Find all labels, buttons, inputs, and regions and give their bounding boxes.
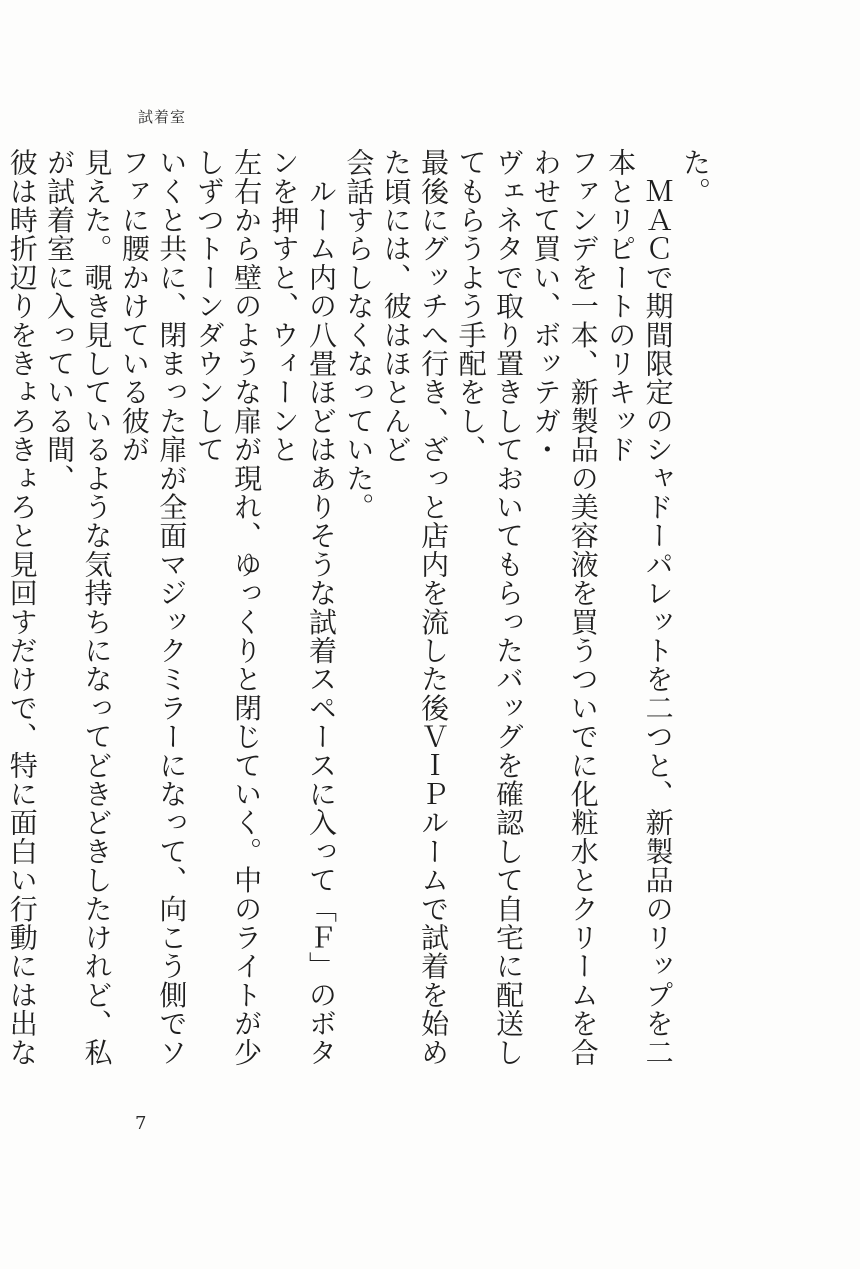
text-line: 左右から壁のような扉が現れ、ゆっくりと閉じていく。中のライトが少しずつトーンダウンして	[192, 148, 264, 1067]
text-line: 最後にグッチへ行き、ざっと店内を流した後ＶＩＰルームで試着を始めた頃には、彼はほとんど	[379, 148, 451, 1067]
text-line: 会話すらしなくなっていた。	[342, 148, 376, 522]
text-line: ルーム内の八畳ほどはありそうな試着スペースに入って「Ｆ」のボタンを押すと、ウィーンと	[267, 148, 338, 1067]
text-line: ファンデを一本、新製品の美容液を買うついでに化粧水とクリームを合わせて買い、ボッテガ・	[529, 148, 600, 1067]
text-line: ＭＡＣで期間限定のシャドーパレットを二つと、新製品のリップを二本とリピートのリキッド	[604, 148, 675, 1067]
running-head: 試着室	[138, 108, 187, 126]
text-line: た。	[679, 148, 712, 206]
text-line: 見えた。覗き見しているような気持ちになってどきどきしたけれど、私が試着室に入っている間、	[43, 148, 114, 1067]
text-line: ヴェネタで取り置きしておいてもらったバッグを確認して自宅に配送してもらうよう手配をし、	[454, 148, 525, 1067]
text-line: 彼は時折辺りをきょろきょろと見回すだけで、特に面白い行動には出な	[5, 148, 39, 1067]
page-number: 7	[135, 1113, 147, 1134]
text-line: いくと共に、閉まった扉が全面マジックミラーになって、向こう側でソファに腰かけている彼が	[117, 148, 189, 1067]
body-text	[5, 148, 714, 1086]
